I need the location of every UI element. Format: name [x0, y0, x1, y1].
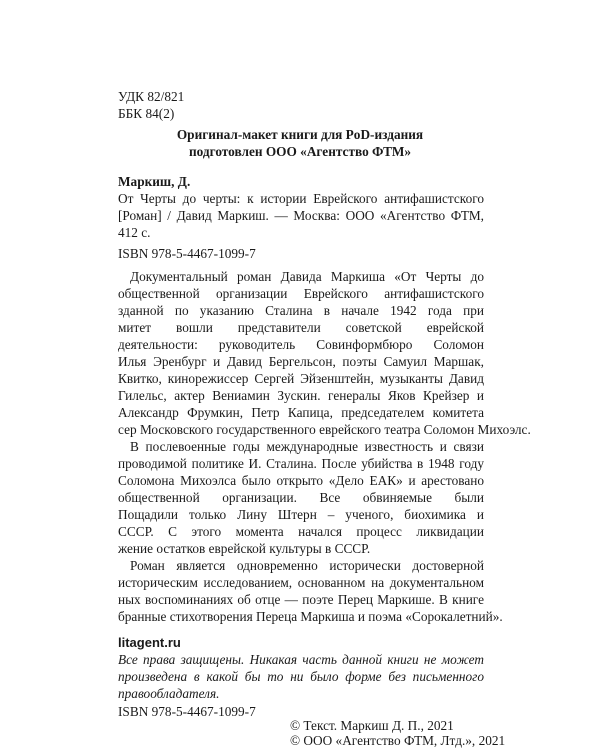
isbn-top: ISBN 978-5-4467-1099-7: [118, 246, 256, 261]
citation-author: Маркиш, Д.: [118, 174, 191, 189]
abstract-line: митет вошли представители советской еврейской: [118, 320, 484, 335]
abstract-line: В послевоенные годы международные известность и связи: [130, 439, 484, 454]
abstract-line: деятельности: руководитель Совинформбюро Соломон: [118, 337, 484, 352]
abstract-line: Гилельс, актер Вениамин Зускин. генералы Яков Крейзер и: [118, 388, 484, 403]
publisher-site: litagent.ru: [118, 635, 181, 650]
abstract-line: СССР. С этого момента начался процесс ликвидации: [118, 524, 484, 539]
abstract-line: бранные стихотворения Переца Маркиша и поэма «Сорокалетний».: [118, 609, 503, 624]
bbk-code: ББК 84(2): [118, 106, 175, 121]
copyright-text: © Текст. Маркиш Д. П., 2021: [290, 718, 454, 733]
layout-notice-line-2: подготовлен ООО «Агентство ФТМ»: [188, 144, 412, 159]
abstract-line: Соломона Михоэлса было открыто «Дело ЕАК» и арестовано: [118, 473, 484, 488]
abstract-line: Квитко, кинорежиссер Сергей Эйзенштейн, музыканты Давид: [118, 371, 484, 386]
citation-line: [Роман] / Давид Маркиш. — Москва: ООО «Агентство ФТМ,: [118, 208, 484, 223]
abstract-line: Александр Фрумкин, Петр Капица, председателем комитета: [118, 405, 484, 420]
rights-notice-line: произведена в какой бы то ни было форме без письменного: [118, 669, 484, 684]
abstract-line: общественной организации Еврейского антифашистского: [118, 286, 484, 301]
rights-notice-line: Все права защищены. Никакая часть данной книги не может: [118, 652, 484, 667]
abstract-line: Пощадили только Лину Штерн – ученого, биохимика и: [118, 507, 484, 522]
copyright-publisher: © ООО «Агентство ФТМ, Лтд.», 2021: [290, 733, 506, 748]
abstract-line: жение остатков еврейской культуры в СССР.: [118, 541, 371, 556]
abstract-line: проводимой политике И. Сталина. После убийства в 1948 году: [118, 456, 484, 471]
citation-line: 412 с.: [118, 225, 151, 240]
abstract-line: Роман является одновременно исторически достоверной: [130, 558, 484, 573]
layout-notice-line-1: Оригинал-макет книги для PoD-издания: [176, 127, 424, 142]
rights-notice-line: правообладателя.: [118, 686, 220, 701]
abstract-line: зданной по указанию Сталина в начале 1942 года при: [118, 303, 484, 318]
abstract-line: общественной организации. Все обвиняемые были: [118, 490, 484, 505]
abstract-line: Документальный роман Давида Маркиша «От Черты до: [130, 269, 484, 284]
abstract-line: ных воспоминаниях об отце — поэте Перец Маркише. В книге: [118, 592, 484, 607]
udk-code: УДК 82/821: [118, 89, 185, 104]
abstract-line: историческим исследованием, основанном на документальном: [118, 575, 484, 590]
abstract-line: Илья Эренбург и Давид Бергельсон, поэты Самуил Маршак,: [118, 354, 484, 369]
isbn-bottom: ISBN 978-5-4467-1099-7: [118, 704, 256, 719]
citation-line: От Черты до черты: к истории Еврейского антифашистского: [118, 191, 484, 206]
abstract-line: сер Московского государственного еврейского театра Соломон Михоэлс.: [118, 422, 531, 437]
